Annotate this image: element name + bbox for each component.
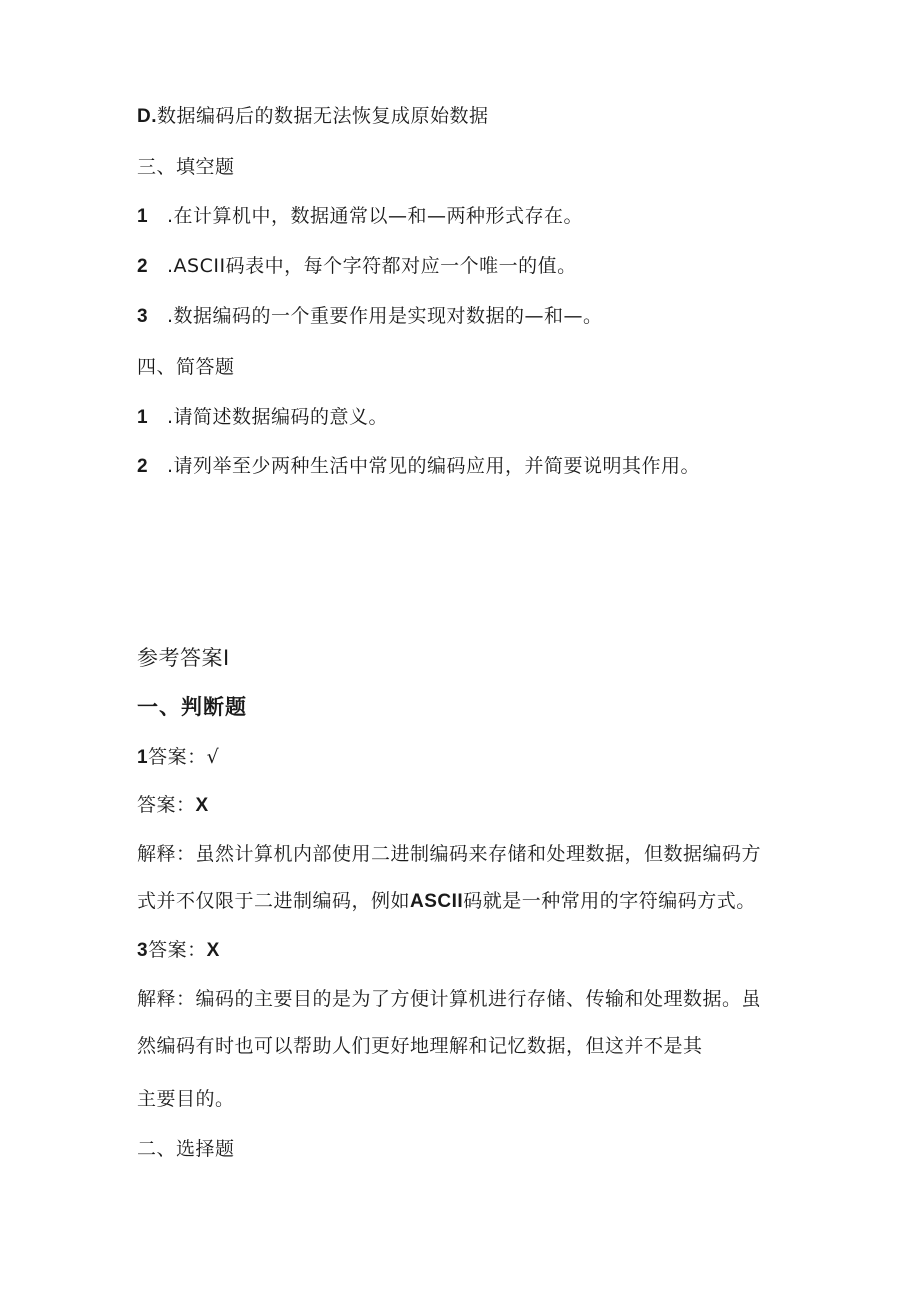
- fill-blank-item: [137, 203, 583, 230]
- item-text: .请简述数据编码的意义。: [167, 406, 389, 428]
- answer-2: [137, 792, 209, 819]
- answer-2-explanation-line-1: 解释：虽然计算机内部使用二进制编码来存储和处理数据，但数据编码方: [137, 843, 762, 865]
- item-number: 2: [137, 256, 149, 277]
- item-text: .ASCII码表中，每个字符都对应一个唯一的值。: [167, 255, 577, 277]
- short-answer-heading: 四、简答题: [137, 356, 235, 378]
- fill-blank-item: [137, 303, 603, 330]
- item-text: .请列举至少两种生活中常见的编码应用，并简要说明其作用。: [167, 455, 701, 477]
- answer-label: 答案：: [148, 939, 207, 961]
- option-d-label: D.: [137, 106, 157, 127]
- option-d-text: 数据编码后的数据无法恢复成原始数据: [157, 105, 489, 127]
- answer-label: 答案：: [137, 794, 196, 816]
- item-number: 1: [137, 206, 149, 227]
- option-d: [137, 103, 489, 130]
- explanation-text: 码就是一种常用的字符编码方式。: [463, 890, 756, 912]
- item-text: .在计算机中，数据通常以—和—两种形式存在。: [167, 205, 584, 227]
- answers-section-choice: 二、选择题: [137, 1138, 235, 1160]
- item-text: .数据编码的一个重要作用是实现对数据的—和—。: [167, 305, 603, 327]
- answer-2-explanation-line-2: [137, 888, 756, 915]
- short-answer-item: [137, 404, 388, 431]
- answer-3: [137, 937, 220, 964]
- item-number: 1: [137, 407, 149, 428]
- answer-text: 答案：√: [148, 746, 220, 768]
- answer-value: X: [195, 795, 209, 816]
- answers-title: 参考答案I: [137, 646, 230, 670]
- answer-value: X: [206, 940, 220, 961]
- explanation-text: 式并不仅限于二进制编码，例如: [137, 890, 411, 912]
- fill-blank-heading: 三、填空题: [137, 156, 235, 178]
- item-number: 2: [137, 456, 149, 477]
- answer-1: [137, 744, 219, 771]
- answer-3-explanation-line-2: 然编码有时也可以帮助人们更好地理解和记忆数据，但这并不是其: [137, 1035, 703, 1057]
- fill-blank-item: [137, 253, 577, 280]
- short-answer-item: [137, 453, 700, 480]
- answer-3-explanation-line-3: 主要目的。: [137, 1088, 235, 1110]
- item-number: 3: [137, 306, 149, 327]
- answers-section-judgement: 一、判断题: [137, 695, 247, 719]
- answer-3-explanation-line-1: 解释：编码的主要目的是为了方便计算机进行存储、传输和处理数据。虽: [137, 988, 762, 1010]
- answer-number: 3: [137, 940, 149, 961]
- ascii-term: ASCII: [410, 891, 464, 912]
- answer-number: 1: [137, 747, 149, 768]
